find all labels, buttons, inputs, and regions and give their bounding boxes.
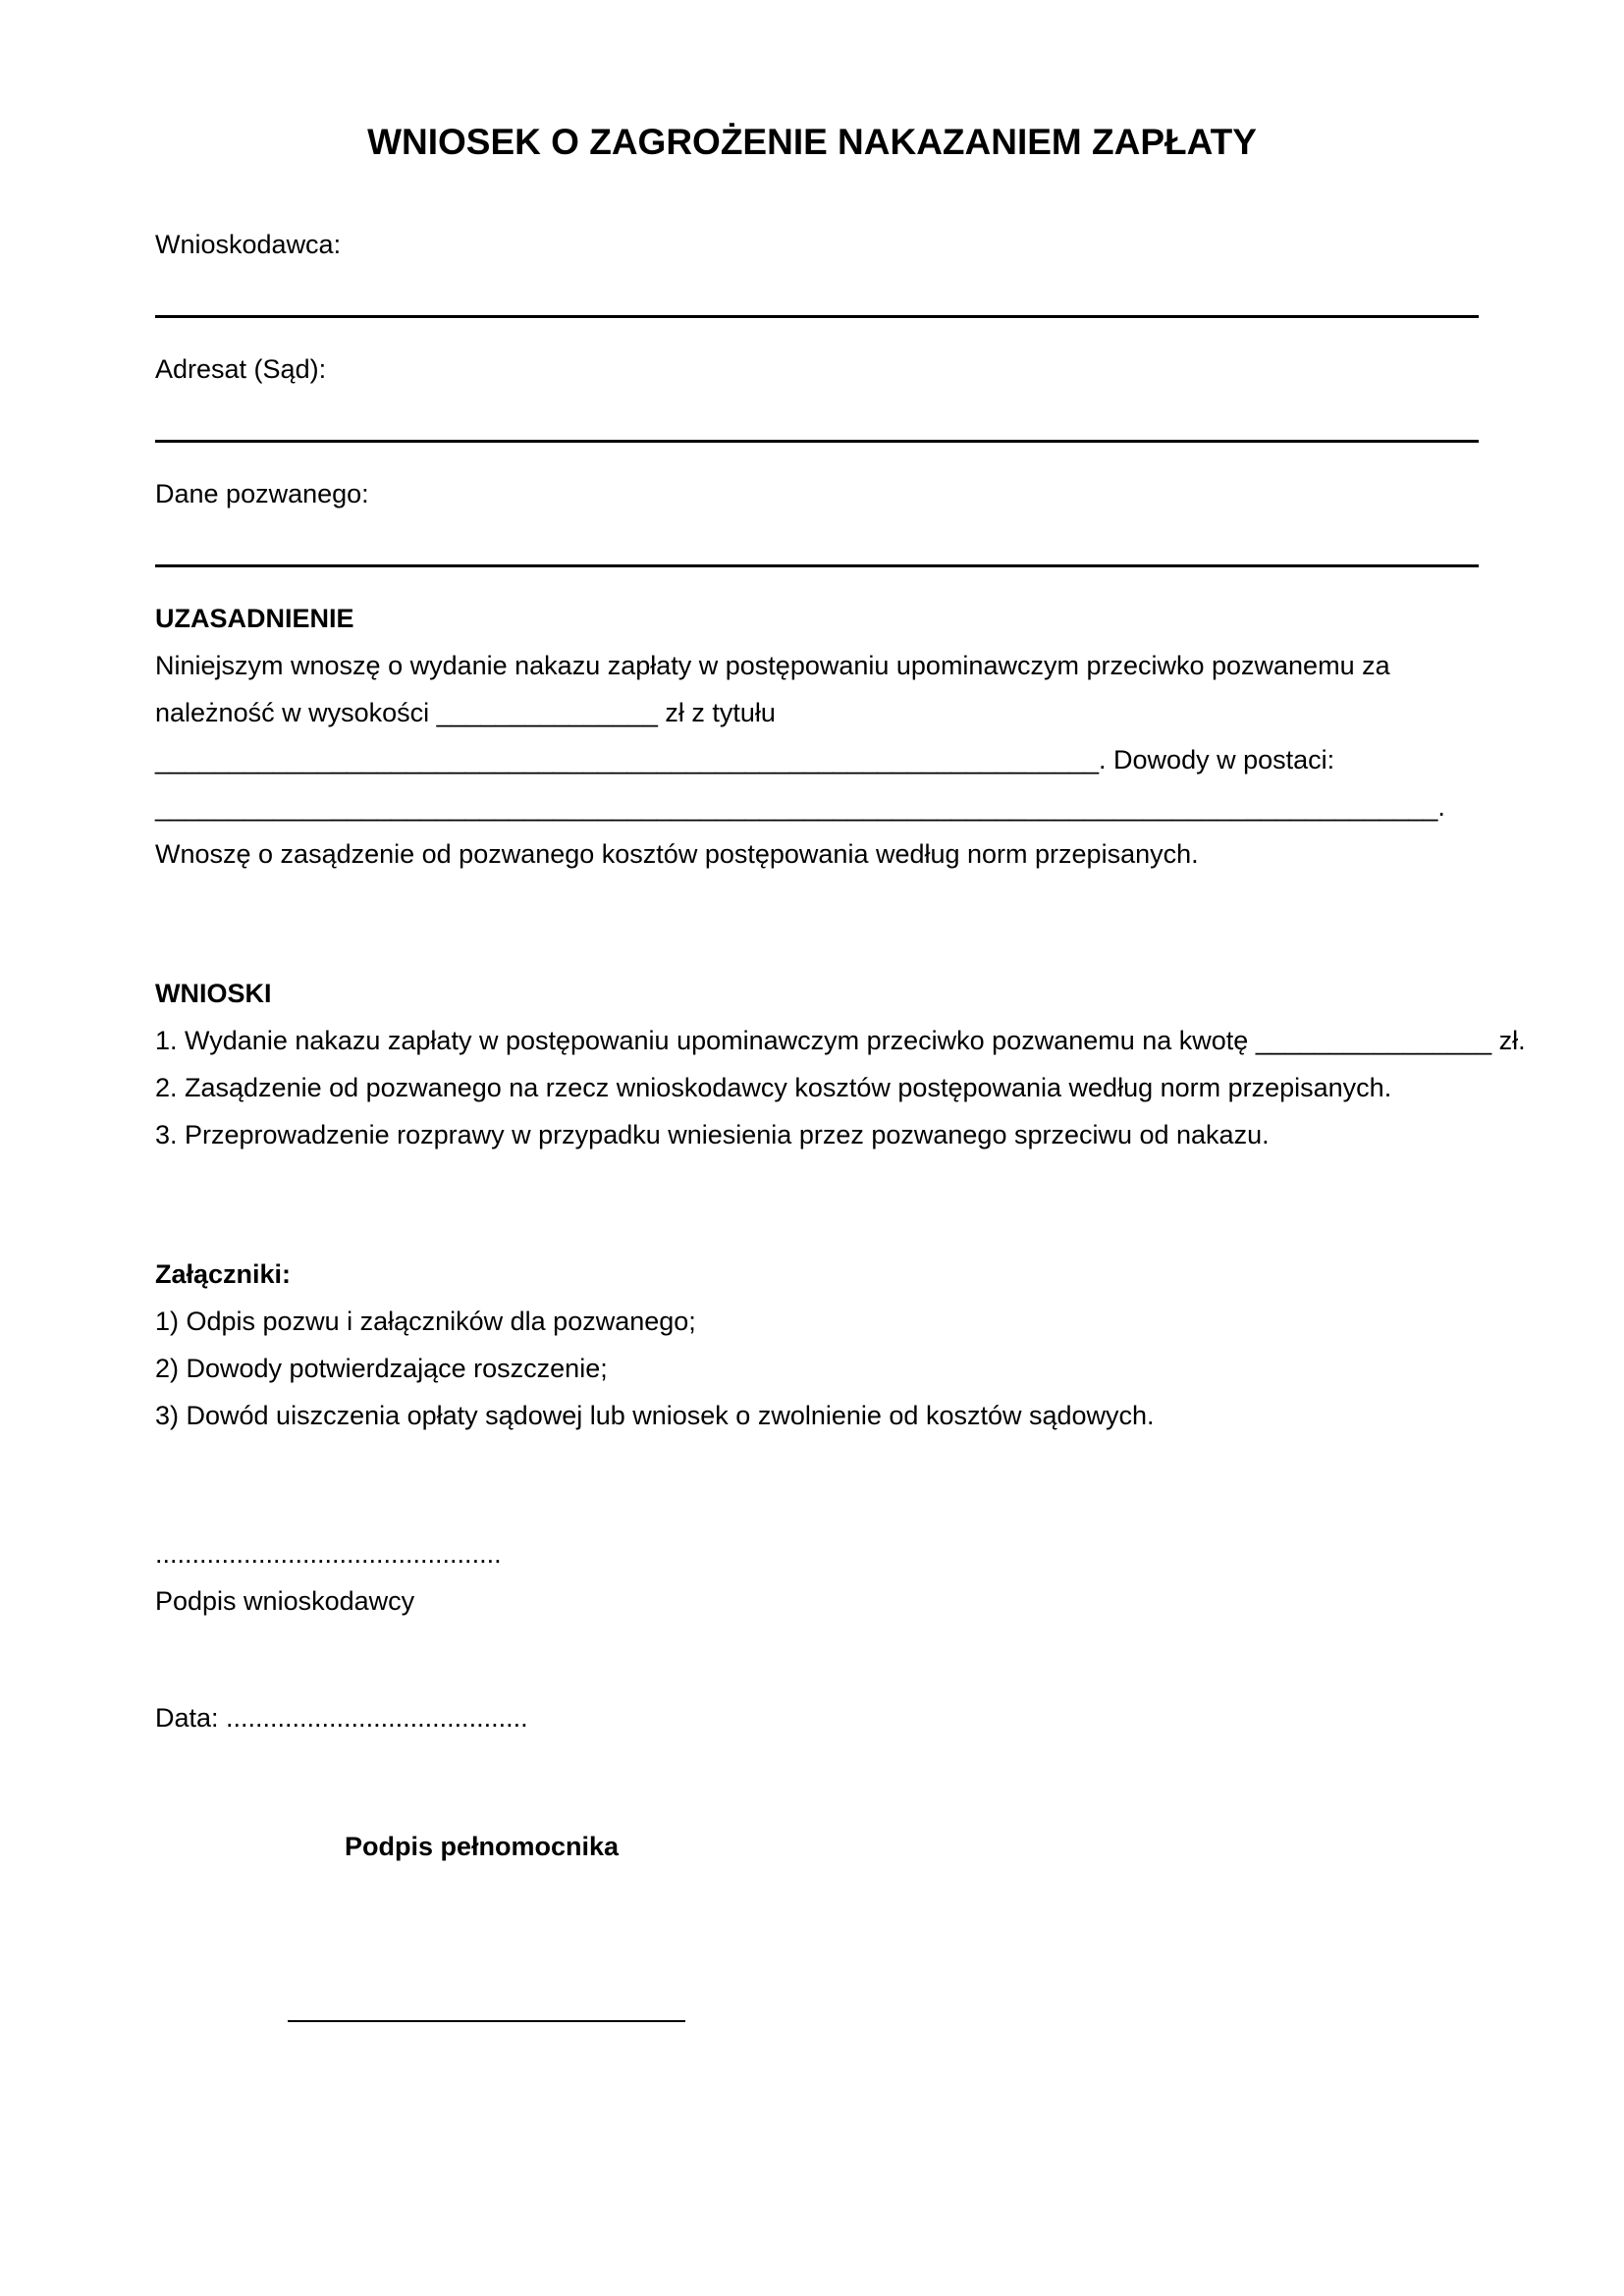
requests-heading: WNIOSKI: [155, 979, 272, 1008]
justification-heading: UZASADNIENIE: [155, 604, 354, 633]
addressee-line: [155, 440, 1479, 443]
addressee-label: Adresat (Sąd):: [155, 354, 327, 384]
signature-dots: ...............................................: [155, 1539, 502, 1569]
signature-label: Podpis wnioskodawcy: [155, 1586, 415, 1616]
applicant-label: Wnioskodawca:: [155, 230, 342, 259]
attorney-signature-line: [288, 2020, 685, 2022]
attachment-item-2: 2) Dowody potwierdzające roszczenie;: [155, 1354, 608, 1383]
justification-line-2: należność w wysokości _______________ zł z tytułu: [155, 698, 776, 727]
justification-line-1: Niniejszym wnoszę o wydanie nakazu zapłaty w postępowaniu upominawczym przeciwko pozwanemu za: [155, 651, 1390, 680]
justification-line-5: Wnoszę o zasądzenie od pozwanego kosztów postępowania według norm przepisanych.: [155, 839, 1199, 869]
justification-line-3: ________________________________________________________________. Dowody w postaci:: [155, 745, 1335, 774]
justification-line-4: _______________________________________________________________________________________.: [155, 792, 1445, 822]
attachment-item-3: 3) Dowód uiszczenia opłaty sądowej lub wniosek o zwolnienie od kosztów sądowych.: [155, 1401, 1155, 1430]
attachments-heading: Załączniki:: [155, 1259, 292, 1289]
attachment-item-1: 1) Odpis pozwu i załączników dla pozwanego;: [155, 1307, 696, 1336]
defendant-label: Dane pozwanego:: [155, 479, 369, 508]
request-item-3: 3. Przeprowadzenie rozprawy w przypadku wniesienia przez pozwanego sprzeciwu od nakazu.: [155, 1120, 1270, 1149]
date-field: Data: .........................................: [155, 1703, 528, 1733]
document-title: WNIOSEK O ZAGROŻENIE NAKAZANIEM ZAPŁATY: [367, 122, 1257, 162]
applicant-line: [155, 315, 1479, 318]
request-item-1: 1. Wydanie nakazu zapłaty w postępowaniu upominawczym przeciwko pozwanemu na kwotę ________________ zł.: [155, 1026, 1526, 1055]
attorney-signature-label: Podpis pełnomocnika: [345, 1832, 620, 1861]
request-item-2: 2. Zasądzenie od pozwanego na rzecz wnioskodawcy kosztów postępowania według norm przepisanych.: [155, 1073, 1392, 1102]
defendant-line: [155, 564, 1479, 567]
